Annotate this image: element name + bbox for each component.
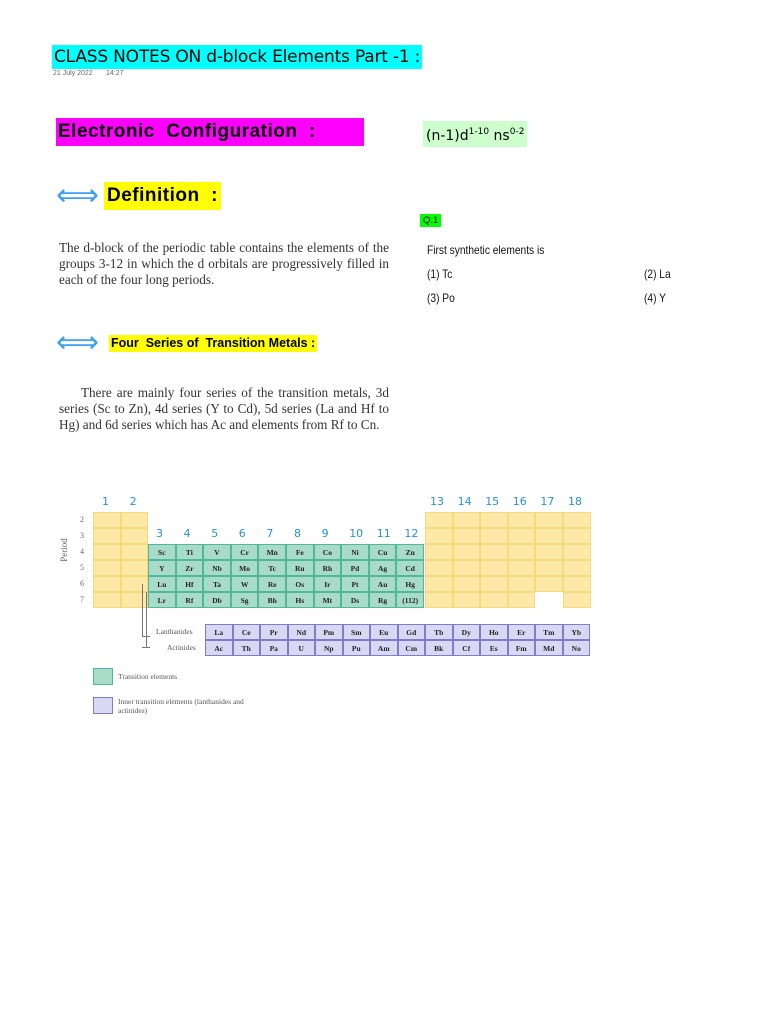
legend-label: Transition elements — [118, 672, 178, 681]
actinide-element: Es — [480, 640, 508, 656]
d-block-element: Hs — [286, 592, 314, 608]
p-block-cell — [508, 544, 536, 560]
question-stem: First synthetic elements is — [427, 243, 545, 257]
p-block-cell — [425, 592, 453, 608]
actinide-element: Fm — [508, 640, 536, 656]
formula-part: ns — [489, 128, 510, 144]
d-block-element: Db — [203, 592, 231, 608]
question-option: (2) La — [644, 267, 671, 281]
d-block-element: Sc — [148, 544, 176, 560]
s-block-cell — [121, 544, 149, 560]
group-number: 5 — [211, 527, 219, 540]
d-block-element: Sg — [231, 592, 259, 608]
d-block-element: Cr — [231, 544, 259, 560]
group-number: 13 — [430, 495, 444, 508]
s-block-cell — [93, 512, 121, 528]
double-arrow-icon: ⟺ — [56, 178, 100, 213]
p-block-cell — [535, 576, 563, 592]
lanthanide-element: Pm — [315, 624, 343, 640]
group-number: 11 — [376, 527, 391, 540]
d-block-element: Ir — [314, 576, 342, 592]
p-block-cell — [508, 592, 536, 608]
s-block-cell — [93, 592, 121, 608]
group-number: 9 — [321, 527, 329, 540]
group-number: 15 — [485, 495, 500, 508]
d-block-element: Y — [148, 560, 176, 576]
p-block-cell — [563, 512, 591, 528]
d-block-element: Ni — [341, 544, 369, 560]
p-block-cell — [425, 544, 453, 560]
p-block-cell — [425, 576, 453, 592]
p-block-cell — [425, 528, 453, 544]
lanthanide-element: Nd — [288, 624, 316, 640]
bracket-line — [142, 584, 143, 636]
formula-part: (n-1)d — [426, 128, 469, 144]
group-number: 12 — [404, 527, 419, 540]
period-number: 2 — [80, 515, 84, 524]
lanthanide-element: Eu — [370, 624, 398, 640]
s-block-cell — [121, 512, 149, 528]
group-number: 10 — [349, 527, 364, 540]
d-block-element: Mn — [258, 544, 286, 560]
four-series-body: There are mainly four series of the transition metals, 3d series (Sc to Zn), 4d series (Y to Cd), 5d series (La and Hf to Hg) and 6d series which has Ac and elements from Rf to Cn. — [59, 385, 389, 432]
s-block-cell — [93, 576, 121, 592]
formula-superscript: 0-2 — [509, 127, 525, 137]
p-block-cell — [453, 544, 481, 560]
question-option: (1) Tc — [427, 267, 453, 281]
d-block-element: Lu — [148, 576, 176, 592]
d-block-element: Bh — [258, 592, 286, 608]
electronic-configuration-heading: Electronic Configuration : — [56, 118, 364, 146]
legend-swatch-transition — [93, 668, 113, 685]
d-block-element: Pd — [341, 560, 369, 576]
d-block-element: Mt — [314, 592, 342, 608]
s-block-cell — [93, 544, 121, 560]
p-block-cell — [480, 512, 508, 528]
p-block-cell — [453, 576, 481, 592]
period-number: 7 — [80, 595, 84, 604]
s-block-cell — [93, 560, 121, 576]
definition-heading: Definition : — [104, 182, 221, 210]
p-block-cell — [563, 528, 591, 544]
s-block-cell — [121, 576, 149, 592]
d-block-element: Rg — [369, 592, 397, 608]
lanthanide-element: Tm — [535, 624, 563, 640]
d-block-element: Hg — [396, 576, 424, 592]
p-block-cell — [480, 576, 508, 592]
p-block-cell — [425, 560, 453, 576]
actinide-element: Ac — [205, 640, 233, 656]
configuration-formula — [423, 121, 527, 147]
d-block-element: Ti — [176, 544, 204, 560]
p-block-cell — [453, 528, 481, 544]
group-number: 3 — [156, 527, 163, 540]
four-series-text — [59, 385, 389, 433]
lanthanide-element: Gd — [398, 624, 426, 640]
actinide-element: Th — [233, 640, 261, 656]
lanthanide-element: Er — [508, 624, 536, 640]
definition-text: The d-block of the periodic table contains the elements of the groups 3-12 in which the d orbitals are progressively filled in each of the four long periods. — [59, 240, 389, 287]
p-block-cell — [480, 528, 508, 544]
lanthanide-element: Dy — [453, 624, 481, 640]
actinide-element: Bk — [425, 640, 453, 656]
bracket-line — [146, 592, 147, 647]
group-number: 6 — [238, 527, 246, 540]
lanthanides-label: Lanthanides — [156, 627, 193, 636]
d-block-element: Rf — [176, 592, 204, 608]
d-block-element: Mo — [231, 560, 259, 576]
actinide-element: Cf — [453, 640, 481, 656]
actinide-element: No — [563, 640, 591, 656]
question-badge: Q.1 — [420, 214, 441, 227]
group-number: 14 — [457, 495, 472, 508]
s-block-cell — [121, 528, 149, 544]
d-block-element: Pt — [341, 576, 369, 592]
d-block-element: (112) — [396, 592, 424, 608]
group-number: 1 — [102, 495, 109, 508]
d-block-element: Ds — [341, 592, 369, 608]
period-number: 3 — [80, 531, 84, 540]
p-block-cell — [480, 544, 508, 560]
d-block-element: Lr — [148, 592, 176, 608]
four-series-heading: Four Series of Transition Metals : — [111, 336, 316, 350]
group-number: 7 — [266, 527, 274, 540]
lanthanide-element: Ce — [233, 624, 261, 640]
d-block-element: Cu — [369, 544, 397, 560]
p-block-cell — [508, 576, 536, 592]
d-block-element: Re — [258, 576, 286, 592]
d-block-element: Co — [314, 544, 342, 560]
legend-label: Inner transition elements (lanthanides and actinides) — [118, 697, 244, 715]
s-block-cell — [121, 592, 149, 608]
page-title: CLASS NOTES ON d-block Elements Part -1 : — [54, 47, 421, 67]
actinides-label: Actinides — [167, 643, 196, 652]
question-option: (4) Y — [644, 291, 666, 305]
formula-superscript: 1-10 — [468, 127, 490, 137]
d-block-element: Ru — [286, 560, 314, 576]
bracket-line — [142, 647, 150, 648]
p-block-cell — [453, 592, 481, 608]
p-block-cell — [535, 544, 563, 560]
double-arrow-icon: ⟺ — [56, 325, 100, 360]
group-number: 8 — [294, 527, 301, 540]
actinide-element: Cm — [398, 640, 426, 656]
p-block-cell — [453, 512, 481, 528]
lanthanide-element: La — [205, 624, 233, 640]
d-block-element: Zr — [176, 560, 204, 576]
s-block-cell — [121, 560, 149, 576]
p-block-cell — [480, 592, 508, 608]
lanthanide-element: Tb — [425, 624, 453, 640]
p-block-cell — [563, 592, 591, 608]
periodic-table-figure — [60, 490, 600, 730]
d-block-element: Ag — [369, 560, 397, 576]
p-block-cell — [563, 544, 591, 560]
s-block-cell — [93, 528, 121, 544]
lanthanide-element: Ho — [480, 624, 508, 640]
group-number: 16 — [512, 495, 527, 508]
p-block-cell — [508, 560, 536, 576]
p-block-cell — [508, 528, 536, 544]
question-option: (3) Po — [427, 291, 455, 305]
d-block-element: Fe — [286, 544, 314, 560]
d-block-element: Ta — [203, 576, 231, 592]
actinide-element: U — [288, 640, 316, 656]
p-block-cell — [480, 560, 508, 576]
p-block-cell — [535, 512, 563, 528]
d-block-element: Os — [286, 576, 314, 592]
actinide-element: Pa — [260, 640, 288, 656]
d-block-element: V — [203, 544, 231, 560]
p-block-cell — [453, 560, 481, 576]
p-block-cell — [425, 512, 453, 528]
actinide-element: Np — [315, 640, 343, 656]
d-block-element: Hf — [176, 576, 204, 592]
group-number: 4 — [183, 527, 191, 540]
actinide-element: Pu — [343, 640, 371, 656]
period-number: 6 — [80, 579, 84, 588]
note-date: 21 July 2022 — [53, 70, 93, 77]
period-number: 4 — [80, 547, 84, 556]
lanthanide-element: Yb — [563, 624, 591, 640]
actinide-element: Am — [370, 640, 398, 656]
lanthanide-element: Pr — [260, 624, 288, 640]
d-block-element: Nb — [203, 560, 231, 576]
group-number: 18 — [568, 495, 582, 508]
p-block-cell — [508, 512, 536, 528]
d-block-element: Cd — [396, 560, 424, 576]
p-block-cell — [563, 560, 591, 576]
d-block-element: Au — [369, 576, 397, 592]
d-block-element: Rh — [314, 560, 342, 576]
p-block-cell — [535, 528, 563, 544]
group-number: 2 — [129, 495, 137, 508]
p-block-cell — [563, 576, 591, 592]
note-time: 14:27 — [106, 70, 124, 77]
d-block-element: Zn — [396, 544, 424, 560]
actinide-element: Md — [535, 640, 563, 656]
p-block-cell — [535, 560, 563, 576]
legend-swatch-inner-transition — [93, 697, 113, 714]
period-number: 5 — [80, 563, 84, 572]
lanthanide-element: Sm — [343, 624, 371, 640]
group-number: 17 — [540, 495, 555, 508]
d-block-element: Tc — [258, 560, 286, 576]
d-block-element: W — [231, 576, 259, 592]
period-axis-label: Period — [58, 538, 69, 562]
